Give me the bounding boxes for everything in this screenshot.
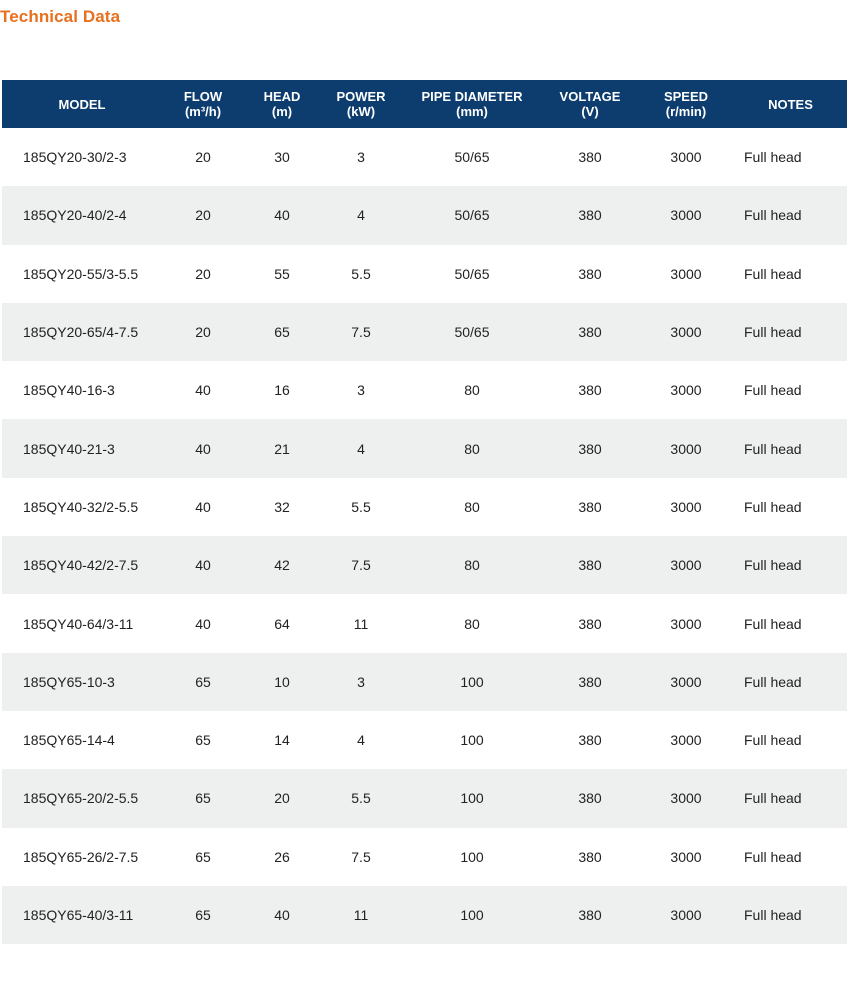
cell-model: 185QY20-40/2-4 — [23, 207, 127, 224]
table-row — [2, 769, 847, 827]
table-header — [2, 80, 847, 128]
table-row — [2, 128, 847, 186]
cell-pipe-diameter: 50/65 — [454, 207, 490, 224]
header-label: VOLTAGE — [559, 89, 621, 104]
cell-speed: 3000 — [670, 265, 702, 282]
table-row — [2, 361, 847, 419]
cell-power: 3 — [357, 149, 365, 166]
cell-power: 7.5 — [351, 848, 371, 865]
cell-head: 65 — [274, 324, 290, 341]
cell-speed: 3000 — [670, 498, 702, 515]
cell-pipe-diameter: 50/65 — [454, 149, 490, 166]
cell-notes: Full head — [744, 207, 802, 224]
cell-notes: Full head — [744, 557, 802, 574]
cell-voltage: 380 — [578, 382, 602, 399]
cell-flow: 20 — [195, 265, 211, 282]
cell-voltage: 380 — [578, 907, 602, 923]
cell-voltage: 380 — [578, 324, 602, 341]
cell-pipe-diameter: 80 — [464, 615, 480, 632]
table-row — [2, 245, 847, 303]
cell-speed: 3000 — [670, 149, 702, 166]
cell-speed: 3000 — [670, 324, 702, 341]
cell-voltage: 380 — [578, 440, 602, 457]
cell-head: 14 — [274, 732, 290, 749]
table-row — [2, 711, 847, 769]
cell-voltage: 380 — [578, 149, 602, 166]
cell-power: 4 — [357, 440, 365, 457]
cell-speed: 3000 — [670, 848, 702, 865]
cell-speed: 3000 — [670, 440, 702, 457]
cell-voltage: 380 — [578, 265, 602, 282]
header-notes — [734, 80, 847, 128]
cell-flow: 65 — [195, 673, 211, 690]
cell-speed: 3000 — [670, 907, 702, 923]
cell-flow: 20 — [195, 149, 211, 166]
cell-pipe-diameter: 80 — [464, 557, 480, 574]
cell-voltage: 380 — [578, 848, 602, 865]
cell-voltage: 380 — [578, 615, 602, 632]
cell-model: 185QY40-16-3 — [23, 382, 115, 399]
cell-model: 185QY20-30/2-3 — [23, 149, 127, 166]
header-label: SPEED — [663, 89, 709, 104]
table-row — [2, 886, 847, 944]
header-unit: (m) — [271, 104, 293, 119]
cell-speed: 3000 — [670, 615, 702, 632]
cell-head: 40 — [274, 207, 290, 224]
cell-notes: Full head — [744, 615, 802, 632]
cell-power: 4 — [357, 732, 365, 749]
header-head — [244, 80, 320, 128]
cell-flow: 65 — [195, 790, 211, 807]
cell-model: 185QY20-55/3-5.5 — [23, 265, 139, 282]
table-row — [2, 419, 847, 477]
header-label: FLOW — [183, 89, 223, 104]
cell-model: 185QY40-32/2-5.5 — [23, 498, 139, 515]
cell-pipe-diameter: 100 — [460, 673, 484, 690]
header-pipe-diameter — [402, 80, 542, 128]
header-flow — [162, 80, 244, 128]
cell-head: 55 — [274, 265, 290, 282]
header-unit: (m³/h) — [184, 104, 222, 119]
cell-flow: 40 — [195, 498, 211, 515]
cell-power: 11 — [353, 907, 369, 923]
cell-power: 5.5 — [351, 265, 371, 282]
cell-notes: Full head — [744, 673, 802, 690]
header-model — [2, 80, 162, 128]
cell-power: 4 — [357, 207, 365, 224]
table-row — [2, 303, 847, 361]
cell-notes: Full head — [744, 907, 802, 923]
cell-flow: 20 — [195, 207, 211, 224]
cell-notes: Full head — [744, 498, 802, 515]
table-row — [2, 186, 847, 244]
header-voltage — [542, 80, 638, 128]
cell-flow: 65 — [195, 732, 211, 749]
cell-pipe-diameter: 50/65 — [454, 265, 490, 282]
cell-flow: 40 — [195, 440, 211, 457]
cell-speed: 3000 — [670, 557, 702, 574]
cell-notes: Full head — [744, 790, 802, 807]
cell-head: 21 — [274, 440, 290, 457]
header-unit: (r/min) — [665, 104, 707, 119]
cell-model: 185QY65-20/2-5.5 — [23, 790, 139, 807]
cell-notes: Full head — [744, 848, 802, 865]
table-row — [2, 594, 847, 652]
cell-voltage: 380 — [578, 790, 602, 807]
cell-speed: 3000 — [670, 732, 702, 749]
technical-data-table — [2, 80, 847, 944]
cell-pipe-diameter: 100 — [460, 907, 484, 923]
cell-power: 3 — [357, 673, 365, 690]
table-body — [2, 128, 847, 944]
cell-voltage: 380 — [578, 673, 602, 690]
cell-flow: 40 — [195, 615, 211, 632]
cell-model: 185QY65-10-3 — [23, 673, 115, 690]
header-label: MODEL — [58, 96, 106, 112]
cell-pipe-diameter: 80 — [464, 440, 480, 457]
cell-power: 5.5 — [351, 790, 371, 807]
cell-notes: Full head — [744, 149, 802, 166]
cell-head: 42 — [274, 557, 290, 574]
cell-head: 10 — [274, 673, 290, 690]
cell-speed: 3000 — [670, 382, 702, 399]
cell-head: 20 — [274, 790, 290, 807]
cell-flow: 65 — [195, 907, 211, 923]
cell-power: 7.5 — [351, 557, 371, 574]
cell-notes: Full head — [744, 732, 802, 749]
header-speed — [638, 80, 734, 128]
cell-notes: Full head — [744, 440, 802, 457]
header-label: NOTES — [768, 96, 813, 112]
cell-flow: 65 — [195, 848, 211, 865]
cell-pipe-diameter: 50/65 — [454, 324, 490, 341]
page-title: Technical Data — [0, 7, 121, 26]
cell-pipe-diameter: 100 — [460, 790, 484, 807]
table-row — [2, 478, 847, 536]
cell-power: 5.5 — [351, 498, 371, 515]
table-row — [2, 536, 847, 594]
cell-power: 7.5 — [351, 324, 371, 341]
cell-pipe-diameter: 100 — [460, 732, 484, 749]
cell-flow: 40 — [195, 557, 211, 574]
header-power — [320, 80, 402, 128]
cell-head: 32 — [274, 498, 290, 515]
cell-power: 11 — [353, 615, 369, 632]
cell-head: 40 — [274, 907, 290, 923]
cell-pipe-diameter: 100 — [460, 848, 484, 865]
header-label: POWER — [336, 89, 386, 104]
cell-model: 185QY65-40/3-11 — [23, 907, 134, 923]
cell-power: 3 — [357, 382, 365, 399]
table-row — [2, 828, 847, 886]
cell-model: 185QY40-64/3-11 — [23, 615, 134, 632]
cell-speed: 3000 — [670, 790, 702, 807]
table-row — [2, 653, 847, 711]
cell-head: 26 — [274, 848, 290, 865]
cell-head: 16 — [274, 382, 290, 399]
cell-voltage: 380 — [578, 207, 602, 224]
header-label: HEAD — [263, 89, 301, 104]
header-label: PIPE DIAMETER — [421, 89, 523, 104]
cell-voltage: 380 — [578, 732, 602, 749]
cell-model: 185QY65-26/2-7.5 — [23, 848, 139, 865]
cell-speed: 3000 — [670, 673, 702, 690]
cell-head: 30 — [274, 149, 290, 166]
cell-model: 185QY40-21-3 — [23, 440, 115, 457]
cell-notes: Full head — [744, 265, 802, 282]
cell-model: 185QY20-65/4-7.5 — [23, 324, 139, 341]
cell-flow: 20 — [195, 324, 211, 341]
header-unit: (kW) — [346, 104, 376, 119]
cell-head: 64 — [274, 615, 290, 632]
cell-notes: Full head — [744, 382, 802, 399]
cell-voltage: 380 — [578, 498, 602, 515]
cell-voltage: 380 — [578, 557, 602, 574]
header-unit: (V) — [581, 104, 599, 119]
cell-pipe-diameter: 80 — [464, 382, 480, 399]
cell-pipe-diameter: 80 — [464, 498, 480, 515]
header-unit: (mm) — [456, 104, 488, 119]
cell-notes: Full head — [744, 324, 802, 341]
cell-model: 185QY40-42/2-7.5 — [23, 557, 139, 574]
cell-model: 185QY65-14-4 — [23, 732, 115, 749]
cell-speed: 3000 — [670, 207, 702, 224]
cell-flow: 40 — [195, 382, 211, 399]
